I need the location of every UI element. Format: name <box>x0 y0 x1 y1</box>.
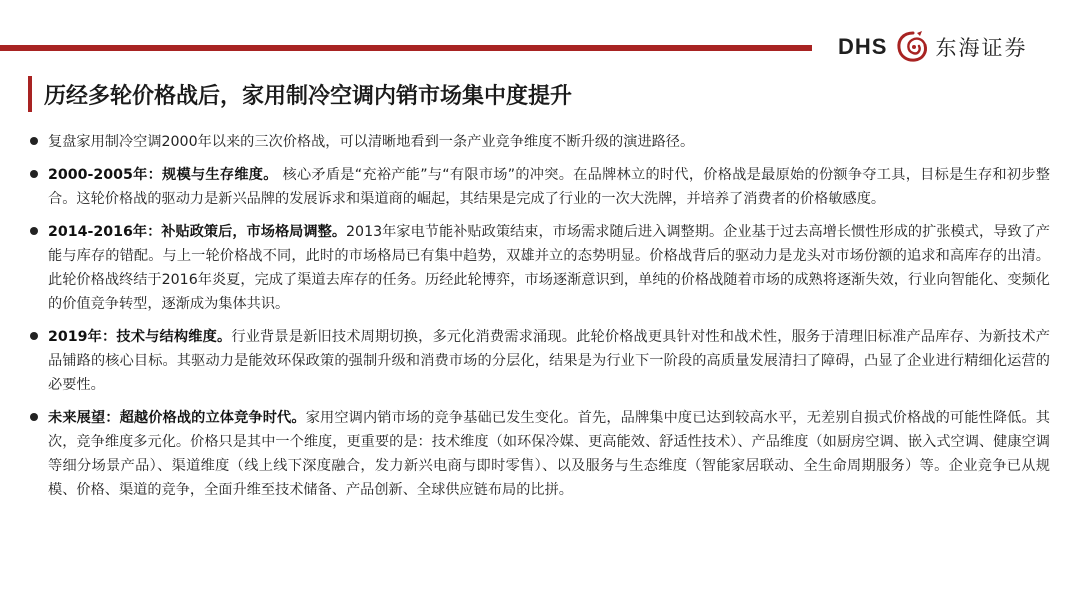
bullet-body: 复盘家用制冷空调2000年以来的三次价格战，可以清晰地看到一条产业竞争维度不断升级的演进路径。 <box>48 134 695 150</box>
bullet-heading: 2014-2016年：补贴政策后，市场格局调整。 <box>48 224 347 240</box>
bullet-text <box>48 130 694 154</box>
bullet-heading: 2019年：技术与结构维度。 <box>48 329 232 345</box>
bullet-dot-icon <box>30 227 38 235</box>
bullet-body: 行业背景是新旧技术周期切换，多元化消费需求涌现。此轮价格战更具针对性和战术性，服务于清理旧标准产品库存、为新技术产品铺路的核心目标。其驱动力是能效环保政策的强制升级和消费市场的分层化，结果是为行业下一阶段的高质量发展清扫了障碍，凸显了企业进行精细化运营的必要性。 <box>48 329 1050 393</box>
bullet-heading: 2000-2005年：规模与生存维度。 <box>48 167 278 183</box>
bullet-heading: 未来展望：超越价格战的立体竞争时代。 <box>48 410 306 426</box>
slide-title: 历经多轮价格战后，家用制冷空调内销市场集中度提升 <box>44 82 573 109</box>
bullet-item <box>30 406 1050 502</box>
bullet-list <box>30 130 1050 511</box>
bullet-text <box>48 163 1050 211</box>
title-accent-bar <box>28 76 32 112</box>
bullet-text <box>48 406 1050 502</box>
bullet-text <box>48 325 1050 397</box>
bullet-body: 核心矛盾是“充裕产能”与“有限市场”的冲突。在品牌林立的时代，价格战是最原始的份额争夺工具，目标是生存和初步整合。这轮价格战的驱动力是新兴品牌的发展诉求和渠道商的崛起，其结果是完成了行业的一次大洗牌，并培养了消费者的价格敏感度。 <box>48 167 1050 207</box>
bullet-dot-icon <box>30 332 38 340</box>
dragon-emblem-icon <box>895 30 931 64</box>
logo-chinese-text: 东海证券 <box>935 36 1028 60</box>
bullet-item <box>30 163 1050 211</box>
bullet-item <box>30 325 1050 397</box>
bullet-text <box>48 220 1050 316</box>
bullet-body: 2013年家电节能补贴政策结束，市场需求随后进入调整期。企业基于过去高增长惯性形成的扩张模式，导致了产能与库存的错配。与上一轮价格战不同，此时的市场格局已有集中趋势，双雄并立的态势明显。价格战背后的驱动力是龙头对市场份额的追求和高库存的出清。此轮价格战终结于2016年炎夏，完成了渠道去库存的任务。历经此轮博弈，市场逐渐意识到，单纯的价格战随着市场的成熟将逐渐失效，行业向智能化、变频化的价值竞争转型，逐渐成为集体共识。 <box>48 224 1050 312</box>
header-accent-bar <box>0 45 812 51</box>
bullet-dot-icon <box>30 137 38 145</box>
slide-title-block <box>28 76 572 112</box>
logo-latin-text: DHS <box>838 34 888 59</box>
bullet-item <box>30 220 1050 316</box>
company-logo <box>838 30 1027 64</box>
bullet-body: 家用空调内销市场的竞争基础已发生变化。首先，品牌集中度已达到较高水平，无差别自损式价格战的可能性降低。其次，竞争维度多元化。价格只是其中一个维度，更重要的是：技术维度（如环保冷媒、更高能效、舒适性技术）、产品维度（如厨房空调、嵌入式空调、健康空调等细分场景产品）、渠道维度（线上线下深度融合，发力新兴电商与即时零售）、以及服务与生态维度（智能家居联动、全生命周期服务）等。企业竞争已从规模、价格、渠道的竞争，全面升维至技术储备、产品创新、全球供应链布局的比拼。 <box>48 410 1050 498</box>
bullet-dot-icon <box>30 170 38 178</box>
bullet-dot-icon <box>30 413 38 421</box>
bullet-item <box>30 130 1050 154</box>
